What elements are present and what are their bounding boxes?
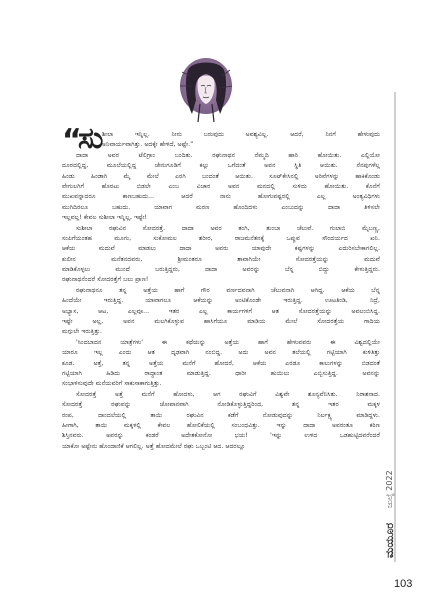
article-body	[62, 130, 380, 452]
text-line: ಸೋದರತ್ತೆ ರಘುವನ್ನು ಜೋಪಾನವಾಗಿ ನೋಡಿಕೊಳ್ಳುತ್ತಿದ್ದರಿಂದ, ತನ್ನ ಇತರ ಮಕ್ಕಳ	[62, 401, 380, 409]
text-line: ಶೀಲಾ ಇನ್ನಿಲ್ಲ. ನೀನು ಬರುವುದು ಅವಶ್ಯವಿಲ್ಲ. ಆದರೆ, ನಿನಗೆ ಹೇಳುವುದು	[102, 131, 380, 138]
text-line: ರಘುನಾಥನೆಂದರೆ ಸೋದರತ್ತೆಗೆ ಬಲು ಪ್ರಾಣ!	[62, 276, 149, 284]
text-line: ದೂರದಲ್ಲಿದ್ದ, ಮೂಲೆಯಲ್ಲಿದ್ದ ಜೇನುಗೂಡಿಗೆ ಕಲ್ಲು ಒಗೆದಂತೆ ಅವನ ಸ್ಥಿತಿ ಆಯಿತು. ನೆನಪುಗಳೆಲ್ಲ	[62, 162, 380, 170]
article-paragraph	[62, 286, 380, 338]
text-line: ವೇಗುಲಗಿಗೆ ಹೊರಟು ಬಿಡಲೇ ಎಂಬ ವಿಚಾರ ಅವನ ಮನದಲ್ಲಿ ಸುಳಿದು ಹೋಯಿತು. ಕೊನೆಗೆ	[62, 182, 380, 190]
text-line: ಮುಖವನ್ನಾದರೂ ಕಾಣಬಹುದು... ಆದರೆ ನಾನು ಹೋಗುವಷ್ಟರಲ್ಲಿ ಎಲ್ಲ ಅಂತ್ಯವಿಧಿಗಳು	[62, 193, 380, 201]
text-line: ರಂಪ, ದಾಂದಲೆಯಲ್ಲಿ ತಾಯಿ ರಘುವಿನ ಕಡೆಗೆ ನೋಡುವುದನ್ನು ನಿರ್ಲಕ್ಷ್ಯ ಮಾಡಿದ್ದಳು.	[62, 411, 380, 419]
text-line: ಹಿಂಡು ಹಿಂಡಾಗಿ ಮೈ ಮೇಲೆ ಎರಗಿ ಬಂದಂತೆ ಆಯಿತು. ಸೂಟ್‌ಕೇಸಿನಲ್ಲಿ ಅರಿವೆಗಳನ್ನು ಹಾಕಿಕೊಂಡು	[62, 172, 380, 180]
text-line: 'ಸಿಂದಬಾದನ ಯಾತ್ರೆಗಳು' ಈ ಕಥೆಯನ್ನು ಅತ್ತೆಯ ಹಾಗೆ ಹೇಳುವವರು ಈ ವಿಶ್ವದಲ್ಲಿಯೇ	[76, 338, 380, 346]
text-line: ಹಿಂದೆಯೇ ಇರುತ್ತಿದ್ದ. ಯಾವಾಗಲೂ ಆಕೆಯನ್ನು ಅಂಟಿಕೊಂಡೇ ಇರುತ್ತಿದ್ದ. ಊಟತಿಂಡಿ, ನಿದ್ರೆ,	[62, 297, 380, 305]
text-line: ಸುಶೀಲಾ ರಘುವಿನ ಸೋದರತ್ತೆ. ದಾದಾ ಅವರ ತಂಗಿ, ತುಂಬಾ ಚೆಲುವೆ. ಗುಲಾಬಿ ಮೈಬಣ್ಣ,	[76, 224, 380, 232]
text-line: ಅನಿವಾರ್ಯವಾಗಿತ್ತು. ಅದಕ್ಕೇ ಹೇಳಿದೆ, ಅಷ್ಟೇ.”	[102, 141, 194, 149]
text-line: ಹೀಗಾಗಿ, ತಾಯಿ ಮಕ್ಕಳಲ್ಲಿ ಕೇವಲ ಹೋಲಿಕೆಯಲ್ಲಿ ಸಂಬಂಧವಿತ್ತು. ಇನ್ನು ದಾದಾ ಅವರಂತೂ ಕಠಿಣ	[62, 421, 380, 429]
text-line: ರಘುನಾಥನೂ ತನ್ನ ಅತ್ತೆಯ ಹಾಗೆ ಗೌರ ವರ್ಣದವನಾಗಿ ಚೆಲುವನಾಗಿ ಆಗಿದ್ದ. ಆಕೆಯ ಬೆನ್ನ	[76, 286, 380, 294]
opening-quote-mark: “	[62, 123, 82, 158]
article-paragraph	[62, 338, 380, 390]
article-paragraph	[62, 390, 380, 452]
text-line: ಯಾಕೋ ಅಷ್ಟೇನು ಹೊಂದಾಣಿಕೆ ಆಗಲಿಲ್ಲ. ಅತ್ತೆ ಹೋದಮೇಲೆ ರಘು ಒಬ್ಬಂಟಿ ಆದ. ಆದರಲ್ಲೂ	[62, 442, 246, 450]
article-paragraph	[62, 130, 380, 151]
text-line: ಸಂಭಾಳಿಸುವುದೇ ಮನೆಯವರಿಗೆ ಸಾಕುಸಾಕಾಗುತ್ತಿತ್ತು.	[62, 380, 162, 388]
text-line: ದಾದಾ ಅವರ ಟೆಲಿಗ್ರಾಂ ಬಂದಿತು. ರಘುನಾಥನ ನೆಮ್ಮದಿ ಹಾರಿ ಹೋಯಿತು. ಎಲ್ಲಿಯೋ	[76, 151, 380, 159]
text-line: ಇಲ್ಲವಲ್ಲ! ಕೇವಲ ಸುಶೀಲಾ ಇನ್ನಿಲ್ಲ, ಇಷ್ಟೇ!	[62, 214, 148, 222]
text-line: ಮುಗಿದಿರಲೂ ಬಹುದು. ಯಾವಾಗ ಮರಣ ಹೊಂದಿದಳು ಎಂಬುದನ್ನು ದಾದಾ ತಿಳಿಸಲೇ	[62, 203, 380, 211]
page-number: 103	[394, 578, 413, 590]
woman-portrait-illustration	[176, 56, 236, 124]
text-line: ಕುಲೀನ ಮನೆತನದವರು, ಶ್ರೀಮಂತರೂ ತಾವಾಗಿಯೇ ಸೋದರತ್ತೆಯನ್ನು ಮದುವೆ	[62, 255, 380, 263]
text-line: ಶಿಸ್ತಿನವರು. ಅವರನ್ನು ಕಂಡರೆ ಅದೇತಕೋನೋ ಭಯ! 'ಇನ್ನು ಉಳಿದ ಒಡಹುಟ್ಟಿದವರೆಂದರೆ	[62, 432, 380, 440]
magazine-logo: ಮಯೂರ	[383, 522, 396, 558]
article-paragraph	[62, 224, 380, 286]
drop-cap: ಸು	[78, 121, 104, 156]
issue-date-label: ಜುಲೈ 2022	[385, 470, 394, 508]
text-line: ಮಾಡಿಕೊಳ್ಳಲು ಮುಂದೆ ಬರುತ್ತಿದ್ದರು, ದಾದಾ ಅವರನ್ನು ಬೆನ್ನ ಬಿದ್ದು ಕೇಳುತ್ತಿದ್ದರು.	[62, 266, 380, 274]
text-line: ಅಭ್ಯಾಸ, ಆಟ, ಎಲ್ಲವೂ... ಇತರ ಎಲ್ಲ ಕಾರ್ಯಗಳಿಗೆ ಆತ ಸೋದರತ್ತೆಯನ್ನು ಅವಲಂಬಿಸಿದ್ದ.	[62, 307, 380, 315]
text-line: ಆಕೆಯ ಮದುವೆ ಮಾಡಲು ದಾದಾ ಅವರು ಯಾವುದೇ ಕಷ್ಟಗಳನ್ನು ಎದುರಿಸಬೇಕಾಗಲಿಲ್ಲ.	[62, 245, 380, 253]
text-line: ಕೂಡ. ಅತ್ತೆ, ತನ್ನ ಅತ್ತೆಯ ಮನೆಗೆ ಹೋದರೆ, ಆಕೆಯ ಎರಡೂ ಕಾಲುಗಳನ್ನು ಬಿಡದಂತೆ	[62, 359, 380, 367]
text-line: ಇಷ್ಟೇ ಅಲ್ಲ, ಅವನ ಮಲಗಿಕೊಳ್ಳುವ ಹಾಸಿಗೆಯೂ ಮಾಡಿಯ ಮೇಲೆ ಸೋದರತ್ತೆಯ ಗಾದಿಯ	[62, 318, 380, 326]
article-paragraph	[62, 151, 380, 224]
text-line: ಯಾರೂ ಇಲ್ಲ ಎಂದು ಆತ ದೃಢವಾಗಿ ನಂಬಿದ್ದ. ಅದು ಅವನ ತಲೆಯಲ್ಲಿ ಗಟ್ಟಿಯಾಗಿ ಕುಳಿತಿತ್ತು	[62, 349, 380, 357]
text-line: ಸೋದರತ್ತೆ ಅತ್ತೆ ಮನೆಗೆ ಹೋದಳು, ಆಗ ರಘುವಿಗೆ ವಿಶ್ವವೇ ಶೂನ್ಯವೆನಿಸಿತು. ನಿರಾಶನಾದ.	[76, 390, 380, 398]
text-line: ಮಗ್ಗುಲೇ ಇರುತ್ತಿತ್ತು.	[62, 328, 103, 336]
text-line: ಸಂಪಿಗೆಯಂತಹ ಮೂಗು, ಸುಕೋಮಲ ಶರೀರ, ರಾಜಮನೆತನಕ್ಕೆ ಒಪ್ಪುವ ಸೌಂದರ್ಯದ ಖನಿ.	[62, 234, 380, 242]
text-line: ಗಟ್ಟಿಯಾಗಿ ಹಿಡಿದು ರಾದ್ಧಾಂತ ಮಾಡುತ್ತಿದ್ದ. ಧಾರೀ ಹುಯಿಲು ಎಬ್ಬಿಸುತ್ತಿದ್ದ. ಅವನನ್ನು	[62, 369, 380, 377]
